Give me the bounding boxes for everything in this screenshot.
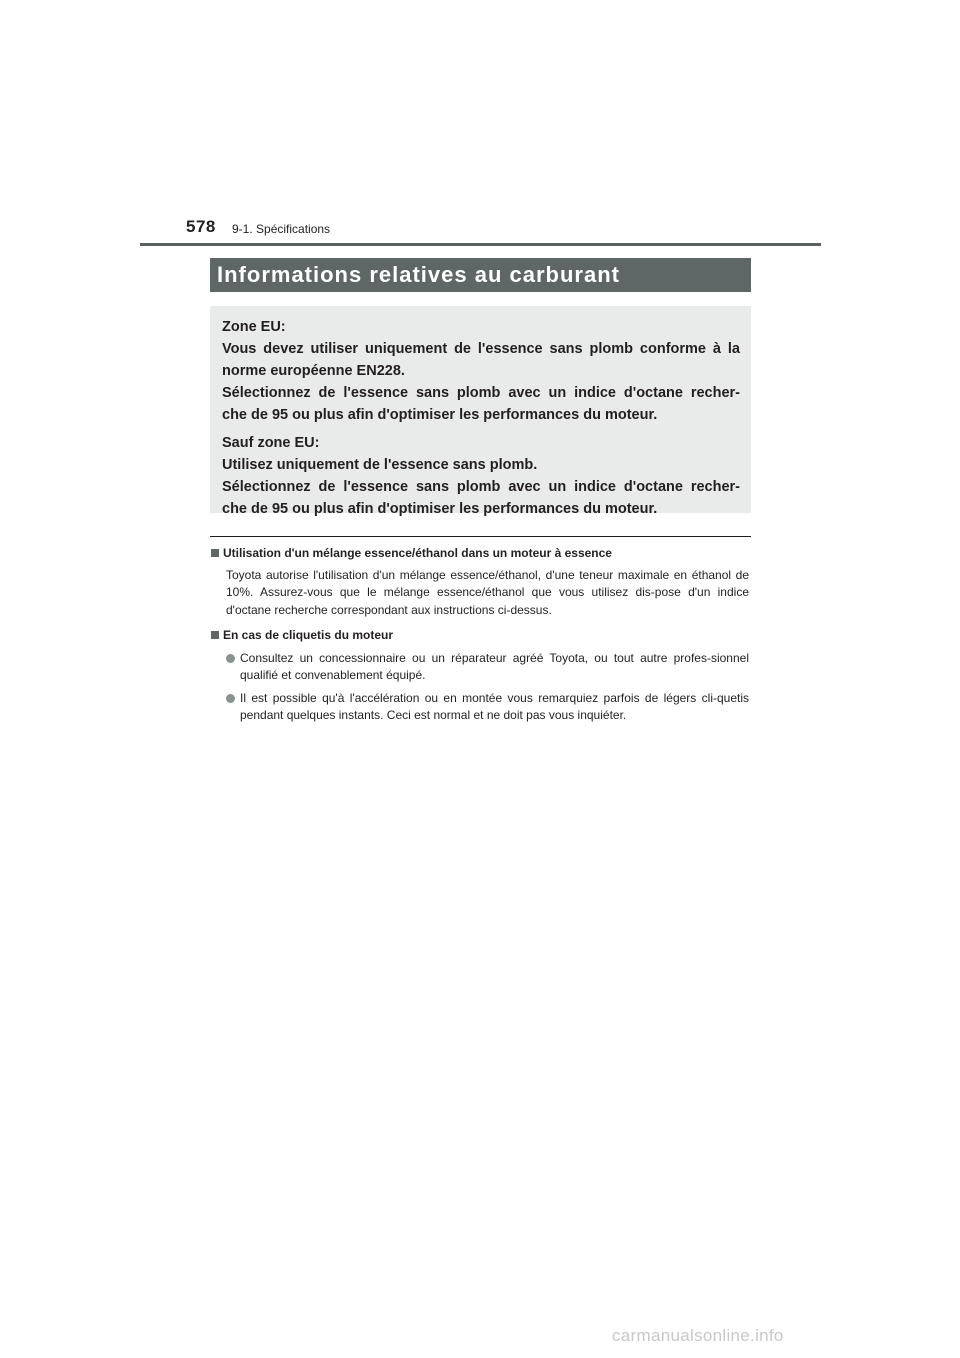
- zone-eu-line-2: norme européenne EN228.: [222, 363, 405, 379]
- watermark: carmanualsonline.info: [612, 1326, 784, 1345]
- page-title: Informations relatives au carburant: [217, 262, 620, 287]
- ethanol-note-body: Toyota autorise l'utilisation d'un mélange essence/éthanol, d'une teneur maximale en éthanol de 10%. Assurez-vous que le mélange essence/éthanol que vous utilisez dis-pose d'un indice d'octane recherche correspondant aux instructions ci-dessus.: [226, 567, 749, 617]
- bullet-text: Il est possible qu'à l'accélération ou en montée vous remarquiez parfois de légers cli-quetis pendant quelques instants. Ceci est normal et ne doit pas vous inquiéter.: [240, 690, 749, 722]
- fuel-info-box: [210, 306, 751, 517]
- ethanol-note-heading: [211, 545, 749, 563]
- non-eu-line-1: Utilisez uniquement de l'essence sans plomb.: [222, 457, 538, 473]
- notes-section: [211, 545, 749, 725]
- circle-bullet-icon: [226, 654, 235, 663]
- list-item: [226, 650, 749, 685]
- bullet-text: Consultez un concessionnaire ou un réparateur agréé Toyota, ou tout autre profes-sionnel qualifié et convenablement équipé.: [240, 650, 749, 682]
- notes-rule: [210, 536, 751, 537]
- section-reference: 9-1. Spécifications: [232, 222, 331, 236]
- zone-eu-label: Zone EU:: [222, 319, 286, 335]
- non-eu-line-2: Sélectionnez de l'essence sans plomb avec un indice d'octane recher-: [222, 479, 740, 495]
- list-item: [226, 690, 749, 725]
- title-bar: [210, 258, 751, 292]
- non-eu-label: Sauf zone EU:: [222, 435, 320, 451]
- square-bullet-icon: [211, 549, 219, 557]
- non-eu-line-3: che de 95 ou plus afin d'optimiser les performances du moteur.: [222, 501, 658, 517]
- page-number: 578: [186, 217, 216, 236]
- knock-note-heading: [211, 627, 749, 645]
- zone-eu-line-3: Sélectionnez de l'essence sans plomb avec un indice d'octane recher-: [222, 385, 740, 401]
- knock-heading-text: En cas de cliquetis du moteur: [223, 628, 394, 642]
- header-rule: [140, 243, 821, 246]
- zone-eu-line-4: che de 95 ou plus afin d'optimiser les performances du moteur.: [222, 407, 658, 423]
- zone-eu-line-1: Vous devez utiliser uniquement de l'essence sans plomb conforme à la: [222, 341, 740, 357]
- square-bullet-icon: [211, 631, 219, 639]
- ethanol-heading-text: Utilisation d'un mélange essence/éthanol dans un moteur à essence: [223, 546, 612, 560]
- circle-bullet-icon: [226, 694, 235, 703]
